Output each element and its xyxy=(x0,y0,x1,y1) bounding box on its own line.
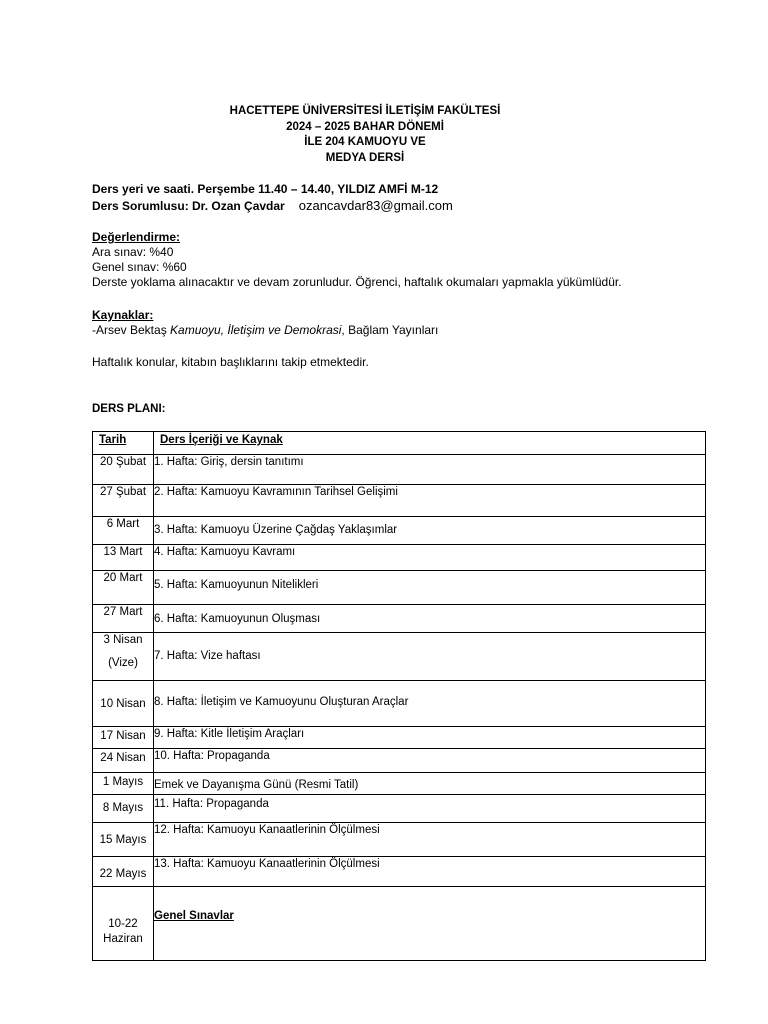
row-date-main: 3 Nisan xyxy=(103,634,143,646)
col-date-header: Tarih xyxy=(93,432,154,455)
table-row xyxy=(93,633,706,681)
row-date: 20 Şubat xyxy=(93,455,154,485)
row-date: 6 Mart xyxy=(93,517,154,545)
table-row xyxy=(93,887,706,961)
row-content: 1. Hafta: Giriş, dersin tanıtımı xyxy=(154,455,706,485)
header-course-code: İLE 204 KAMUOYU VE xyxy=(304,136,426,148)
table-row xyxy=(93,727,706,749)
row-date: 27 Mart xyxy=(93,605,154,633)
attendance-note: Derste yoklama alınacaktır ve devam zorunludur. Öğrenci, haftalık okumaları yapmakla yükümlüdür. xyxy=(92,275,622,289)
row-date xyxy=(93,633,154,681)
instructor-line xyxy=(92,198,453,214)
source-book-title: Kamuoyu, İletişim ve Demokrasi xyxy=(170,323,342,337)
document-header xyxy=(40,104,690,166)
row-content: 7. Hafta: Vize haftası xyxy=(154,633,706,681)
table-row xyxy=(93,517,706,545)
row-content: 11. Hafta: Propaganda xyxy=(154,795,706,823)
sources-title: Kaynaklar: xyxy=(92,308,154,322)
row-date: 1 Mayıs xyxy=(93,773,154,795)
row-content: 4. Hafta: Kamuoyu Kavramı xyxy=(154,545,706,571)
instructor: Ders Sorumlusu: Dr. Ozan Çavdar xyxy=(92,199,285,213)
grading-midterm: Ara sınav: %40 xyxy=(92,245,174,259)
row-content: 8. Hafta: İletişim ve Kamuoyunu Oluşturan Araçlar xyxy=(154,681,706,727)
grading-section xyxy=(92,230,622,290)
weekly-note: Haftalık konular, kitabın başlıklarını takip etmektedir. xyxy=(92,355,369,369)
course-plan-table xyxy=(92,431,706,961)
header-semester: 2024 – 2025 BAHAR DÖNEMİ xyxy=(286,120,444,133)
row-content: 5. Hafta: Kamuoyunun Nitelikleri xyxy=(154,571,706,605)
general-exams: Genel Sınavlar xyxy=(154,910,234,922)
row-date: 8 Mayıs xyxy=(93,795,154,823)
row-content: 12. Hafta: Kamuoyu Kanaatlerinin Ölçülmesi xyxy=(154,823,706,857)
place-time: Ders yeri ve saati. Perşembe 11.40 – 14.40, YILDIZ AMFİ M-12 xyxy=(92,182,439,196)
table-row xyxy=(93,823,706,857)
row-date-extra: (Vize) xyxy=(108,657,138,669)
header-university: HACETTEPE ÜNİVERSİTESİ İLETİŞİM FAKÜLTESİ xyxy=(229,105,501,117)
table-row xyxy=(93,749,706,773)
table-row xyxy=(93,857,706,887)
grading-title: Değerlendirme: xyxy=(92,230,181,244)
row-content: 10. Hafta: Propaganda xyxy=(154,749,706,773)
row-date: 24 Nisan xyxy=(93,749,154,773)
row-date: 10-22 Haziran xyxy=(93,887,154,961)
source-publisher: , Bağlam Yayınları xyxy=(341,323,439,337)
row-content: 6. Hafta: Kamuoyunun Oluşması xyxy=(154,605,706,633)
row-date: 17 Nisan xyxy=(93,727,154,749)
instructor-email[interactable]: ozancavdar83@gmail.com xyxy=(298,198,453,213)
row-date: 22 Mayıs xyxy=(93,857,154,887)
row-content: Emek ve Dayanışma Günü (Resmi Tatil) xyxy=(154,773,706,795)
row-date: 27 Şubat xyxy=(93,485,154,517)
sources-section xyxy=(92,308,438,338)
table-row xyxy=(93,773,706,795)
course-info xyxy=(92,182,453,214)
row-content: 2. Hafta: Kamuoyu Kavramının Tarihsel Gelişimi xyxy=(154,485,706,517)
row-date: 13 Mart xyxy=(93,545,154,571)
row-content: 9. Hafta: Kitle İletişim Araçları xyxy=(154,727,706,749)
row-content xyxy=(154,887,706,961)
table-row xyxy=(93,545,706,571)
table-row xyxy=(93,485,706,517)
source-book xyxy=(92,323,438,338)
table-row xyxy=(93,605,706,633)
row-date: 20 Mart xyxy=(93,571,154,605)
row-content: 3. Hafta: Kamuoyu Üzerine Çağdaş Yaklaşımlar xyxy=(154,517,706,545)
table-row xyxy=(93,795,706,823)
col-content-header: Ders İçeriği ve Kaynak xyxy=(154,432,706,455)
table-row xyxy=(93,571,706,605)
table-row xyxy=(93,681,706,727)
source-author: -Arsev Bektaş xyxy=(92,323,171,337)
row-content: 13. Hafta: Kamuoyu Kanaatlerinin Ölçülmesi xyxy=(154,857,706,887)
table-header-row xyxy=(93,432,706,455)
grading-final: Genel sınav: %60 xyxy=(92,260,187,274)
row-date: 10 Nisan xyxy=(93,681,154,727)
plan-title: DERS PLANI: xyxy=(92,403,166,415)
table-row xyxy=(93,455,706,485)
header-course-name: MEDYA DERSİ xyxy=(325,151,405,164)
row-date: 15 Mayıs xyxy=(93,823,154,857)
